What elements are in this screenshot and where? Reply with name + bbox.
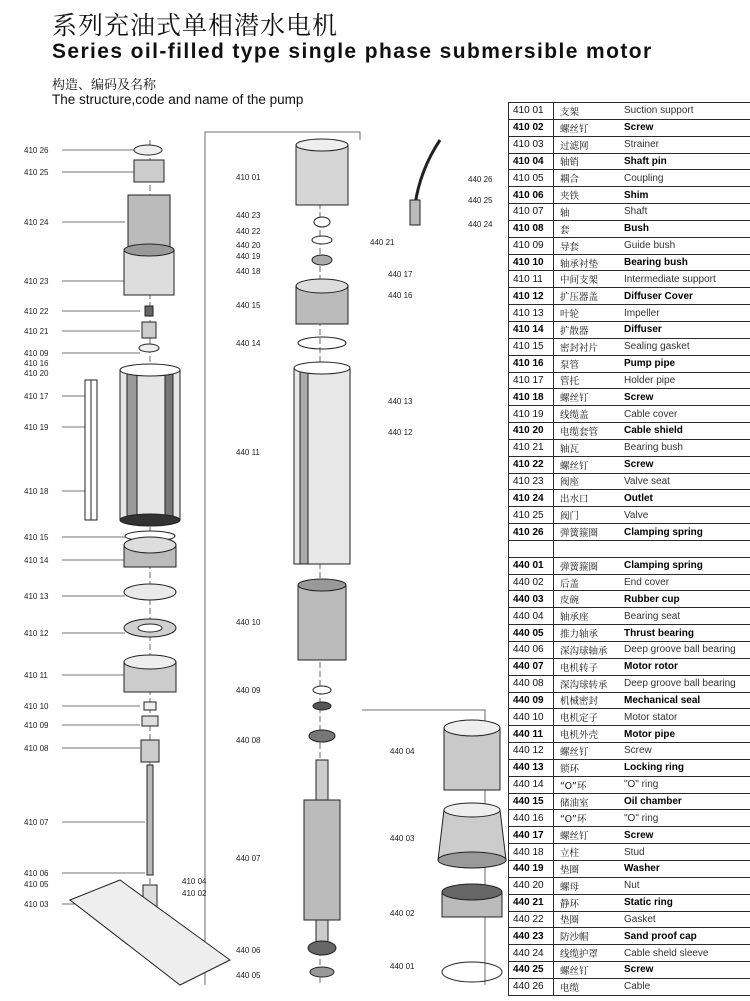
part-name-cn: 机械密封 xyxy=(554,692,623,709)
title-english: Series oil-filled type single phase submersible motor xyxy=(52,40,653,63)
part-name-cn: 电机定子 xyxy=(554,709,623,726)
parts-row xyxy=(509,928,750,945)
part-code: 410 07 xyxy=(509,204,554,221)
part-name-cn: 夹铁 xyxy=(554,187,623,204)
part-code: 440 11 xyxy=(509,726,554,743)
parts-row xyxy=(509,507,750,524)
callout-41012: 410 12 xyxy=(24,629,49,638)
part-code: 410 03 xyxy=(509,136,554,153)
part-name-cn: 线缆盖 xyxy=(554,406,623,423)
part-name-cn: 管托 xyxy=(554,372,623,389)
parts-row xyxy=(509,187,750,204)
part-name-cn: 轴瓦 xyxy=(554,439,623,456)
callout-41020: 410 20 xyxy=(24,369,49,378)
callout-44003: 440 03 xyxy=(390,834,415,843)
parts-row xyxy=(509,557,750,574)
parts-row xyxy=(509,877,750,894)
callout-44010: 440 10 xyxy=(236,618,261,627)
part-code: 440 22 xyxy=(509,911,554,928)
part-code: 440 10 xyxy=(509,709,554,726)
part-name-en: Nut xyxy=(622,877,750,894)
part-name-en: Sealing gasket xyxy=(622,338,750,355)
part-name-en: Washer xyxy=(622,860,750,877)
part-name-en: Deep groove ball bearing xyxy=(622,642,750,659)
part-code: 440 13 xyxy=(509,759,554,776)
part-name-en: Shaft xyxy=(622,204,750,221)
part-code: 410 18 xyxy=(509,389,554,406)
parts-row xyxy=(509,406,750,423)
part-code: 440 14 xyxy=(509,776,554,793)
part-name-en: Diffuser Cover xyxy=(622,288,750,305)
part-name-cn: 弹簧箍圈 xyxy=(554,524,623,541)
parts-row xyxy=(509,254,750,271)
part-code: 410 21 xyxy=(509,439,554,456)
part-code: 440 04 xyxy=(509,608,554,625)
parts-row xyxy=(509,153,750,170)
part-name-cn: 推力轴承 xyxy=(554,625,623,642)
callout-41024: 410 24 xyxy=(24,218,49,227)
part-name-en: Clamping spring xyxy=(622,557,750,574)
part-code xyxy=(509,540,554,557)
part-name-en: Cable cover xyxy=(622,406,750,423)
part-code: 440 23 xyxy=(509,928,554,945)
callout-41013: 410 13 xyxy=(24,592,49,601)
parts-row xyxy=(509,524,750,541)
parts-list-table xyxy=(508,102,750,996)
parts-row xyxy=(509,978,750,995)
part-name-cn: 螺丝钉 xyxy=(554,456,623,473)
part-name-en: Sand proof cap xyxy=(622,928,750,945)
part-code: 410 10 xyxy=(509,254,554,271)
part-name-cn: 导套 xyxy=(554,237,623,254)
part-name-cn: 深沟球转承 xyxy=(554,675,623,692)
part-name-en: Holder pipe xyxy=(622,372,750,389)
part-name-en: Cable shield xyxy=(622,423,750,440)
part-name-cn: 轴承衬垫 xyxy=(554,254,623,271)
part-code: 410 16 xyxy=(509,355,554,372)
part-code: 440 09 xyxy=(509,692,554,709)
part-name-en: Stud xyxy=(622,844,750,861)
part-code: 440 02 xyxy=(509,574,554,591)
part-name-cn: 深沟球轴承 xyxy=(554,642,623,659)
parts-row xyxy=(509,456,750,473)
part-name-en: Shim xyxy=(622,187,750,204)
part-code: 410 04 xyxy=(509,153,554,170)
part-name-en: Locking ring xyxy=(622,759,750,776)
parts-row xyxy=(509,793,750,810)
part-name-cn: 电机转子 xyxy=(554,658,623,675)
callout-41016: 410 16 xyxy=(24,359,49,368)
part-name-en: Motor rotor xyxy=(622,658,750,675)
parts-row xyxy=(509,827,750,844)
callout-44005: 440 05 xyxy=(236,971,261,980)
parts-row xyxy=(509,776,750,793)
part-name-en: Gasket xyxy=(622,911,750,928)
part-name-cn: 轴 xyxy=(554,204,623,221)
part-name-en: Bush xyxy=(622,220,750,237)
part-name-en: Impeller xyxy=(622,305,750,322)
part-code: 410 23 xyxy=(509,473,554,490)
part-name-en: Pump pipe xyxy=(622,355,750,372)
parts-row xyxy=(509,389,750,406)
callout-41006: 410 06 xyxy=(24,869,49,878)
part-name-en: Diffuser xyxy=(622,321,750,338)
part-name-cn: 扩散器 xyxy=(554,321,623,338)
part-name-cn: 阀门 xyxy=(554,507,623,524)
callout-41005: 410 05 xyxy=(24,880,49,889)
part-name-en: Motor stator xyxy=(622,709,750,726)
parts-row xyxy=(509,844,750,861)
part-name-cn: 立柱 xyxy=(554,844,623,861)
parts-row xyxy=(509,288,750,305)
parts-row xyxy=(509,709,750,726)
part-name-en: Coupling xyxy=(622,170,750,187)
part-name-cn: 后盖 xyxy=(554,574,623,591)
part-name-cn: 扩压器盖 xyxy=(554,288,623,305)
part-name-en: Screw xyxy=(622,119,750,136)
part-name-en: Strainer xyxy=(622,136,750,153)
part-name-cn: 中间支架 xyxy=(554,271,623,288)
part-code: 410 19 xyxy=(509,406,554,423)
callout-41019: 410 19 xyxy=(24,423,49,432)
part-code: 440 21 xyxy=(509,894,554,911)
part-name-cn: 密封衬片 xyxy=(554,338,623,355)
parts-row xyxy=(509,810,750,827)
callout-44014: 440 14 xyxy=(236,339,261,348)
part-name-en: Deep groove ball bearing xyxy=(622,675,750,692)
part-name-en: Screw xyxy=(622,962,750,979)
part-code: 440 05 xyxy=(509,625,554,642)
part-name-cn: 叶轮 xyxy=(554,305,623,322)
part-code: 440 01 xyxy=(509,557,554,574)
parts-row xyxy=(509,642,750,659)
callout-41022: 410 22 xyxy=(24,307,49,316)
part-name-en: End cover xyxy=(622,574,750,591)
part-code: 440 06 xyxy=(509,642,554,659)
part-code: 440 20 xyxy=(509,877,554,894)
callout-41004: 410 04 xyxy=(182,877,207,886)
callout-41011: 410 11 xyxy=(24,671,48,680)
part-name-en: Outlet xyxy=(622,490,750,507)
part-code: 410 02 xyxy=(509,119,554,136)
subtitle-chinese: 构造、编码及名称 xyxy=(52,78,157,93)
part-code: 410 25 xyxy=(509,507,554,524)
part-code: 410 12 xyxy=(509,288,554,305)
part-code: 440 25 xyxy=(509,962,554,979)
callout-44008: 440 08 xyxy=(236,736,261,745)
part-name-cn: 电缆 xyxy=(554,978,623,995)
parts-row xyxy=(509,372,750,389)
part-code: 410 11 xyxy=(509,271,554,288)
callout-41008: 410 08 xyxy=(24,744,49,753)
callout-41025: 410 25 xyxy=(24,168,49,177)
callout-41015: 410 15 xyxy=(24,533,49,542)
part-code: 410 08 xyxy=(509,220,554,237)
parts-row xyxy=(509,355,750,372)
part-name-en: Cable xyxy=(622,978,750,995)
parts-row xyxy=(509,338,750,355)
parts-row xyxy=(509,962,750,979)
part-code: 410 15 xyxy=(509,338,554,355)
part-code: 410 06 xyxy=(509,187,554,204)
part-code: 440 18 xyxy=(509,844,554,861)
callout-41003: 410 03 xyxy=(24,900,49,909)
part-name-cn: “O”环 xyxy=(554,810,623,827)
part-name-cn: 螺丝钉 xyxy=(554,389,623,406)
part-code: 440 26 xyxy=(509,978,554,995)
part-name-en: Bearing seat xyxy=(622,608,750,625)
callout-44006: 440 06 xyxy=(236,946,261,955)
parts-row xyxy=(509,271,750,288)
callout-41014: 410 14 xyxy=(24,556,49,565)
part-name-cn: 轴销 xyxy=(554,153,623,170)
parts-row xyxy=(509,911,750,928)
part-name-cn: 螺丝钉 xyxy=(554,743,623,760)
callout-44025: 440 25 xyxy=(468,196,493,205)
callout-44001: 440 01 xyxy=(390,962,415,971)
part-name-cn: 轴承座 xyxy=(554,608,623,625)
part-name-cn: 皮碗 xyxy=(554,591,623,608)
callout-44019: 440 19 xyxy=(236,252,261,261)
parts-row xyxy=(509,119,750,136)
parts-row xyxy=(509,675,750,692)
part-code: 410 17 xyxy=(509,372,554,389)
part-name-cn: 阀座 xyxy=(554,473,623,490)
part-name-en: Screw xyxy=(622,456,750,473)
part-name-cn: 泵管 xyxy=(554,355,623,372)
callout-44011: 440 11 xyxy=(236,448,260,457)
parts-row xyxy=(509,237,750,254)
part-name-en: Cable sheld sleeve xyxy=(622,945,750,962)
callout-41021: 410 21 xyxy=(24,327,49,336)
part-code: 440 16 xyxy=(509,810,554,827)
parts-row xyxy=(509,726,750,743)
part-name-cn: 螺丝钉 xyxy=(554,827,623,844)
part-code: 440 17 xyxy=(509,827,554,844)
callout-41007: 410 07 xyxy=(24,818,49,827)
parts-row xyxy=(509,574,750,591)
callout-41009b: 410 09 xyxy=(24,721,49,730)
part-name-cn: 螺丝钉 xyxy=(554,962,623,979)
part-name-cn: 线缆护罩 xyxy=(554,945,623,962)
part-name-cn xyxy=(554,540,623,557)
parts-row xyxy=(509,423,750,440)
callout-44013: 440 13 xyxy=(388,397,413,406)
part-name-cn: 电缆套管 xyxy=(554,423,623,440)
part-code: 410 05 xyxy=(509,170,554,187)
part-name-en: Screw xyxy=(622,743,750,760)
parts-row xyxy=(509,945,750,962)
callout-44026: 440 26 xyxy=(468,175,493,184)
callout-44023: 440 23 xyxy=(236,211,261,220)
part-name-en: Guide bush xyxy=(622,237,750,254)
part-name-cn: 过滤网 xyxy=(554,136,623,153)
callout-41017: 410 17 xyxy=(24,392,49,401)
callout-44018: 440 18 xyxy=(236,267,261,276)
callout-41010: 410 10 xyxy=(24,702,49,711)
part-name-en: Bearing bush xyxy=(622,439,750,456)
part-code: 440 03 xyxy=(509,591,554,608)
parts-row xyxy=(509,473,750,490)
parts-row xyxy=(509,692,750,709)
callout-44012: 440 12 xyxy=(388,428,413,437)
callout-44022: 440 22 xyxy=(236,227,261,236)
parts-row xyxy=(509,759,750,776)
parts-row xyxy=(509,321,750,338)
part-name-en: Suction support xyxy=(622,103,750,120)
part-name-en: Thrust bearing xyxy=(622,625,750,642)
part-name-en: "O" ring xyxy=(622,776,750,793)
part-name-en: Oil chamber xyxy=(622,793,750,810)
parts-row xyxy=(509,860,750,877)
part-code: 410 14 xyxy=(509,321,554,338)
parts-row xyxy=(509,608,750,625)
part-code: 410 01 xyxy=(509,103,554,120)
parts-row xyxy=(509,540,750,557)
callout-41018: 410 18 xyxy=(24,487,49,496)
parts-row xyxy=(509,658,750,675)
parts-row xyxy=(509,170,750,187)
parts-row xyxy=(509,136,750,153)
part-name-en: Bearing bush xyxy=(622,254,750,271)
parts-row xyxy=(509,490,750,507)
title-chinese: 系列充油式单相潜水电机 xyxy=(52,11,339,40)
part-code: 440 15 xyxy=(509,793,554,810)
parts-row xyxy=(509,220,750,237)
callout-44016: 440 16 xyxy=(388,291,413,300)
subtitle-english: The structure,code and name of the pump xyxy=(52,92,304,107)
callout-41001: 410 01 xyxy=(236,173,261,182)
part-code: 440 08 xyxy=(509,675,554,692)
part-name-en: Valve xyxy=(622,507,750,524)
callout-44015: 440 15 xyxy=(236,301,261,310)
part-name-cn: 套 xyxy=(554,220,623,237)
callout-44007: 440 07 xyxy=(236,854,261,863)
part-name-cn: 耦合 xyxy=(554,170,623,187)
part-name-en: Screw xyxy=(622,827,750,844)
callout-41026: 410 26 xyxy=(24,146,49,155)
part-name-en: Shaft pin xyxy=(622,153,750,170)
part-name-en: Clamping spring xyxy=(622,524,750,541)
parts-row xyxy=(509,103,750,120)
part-name-cn: 螺丝钉 xyxy=(554,119,623,136)
parts-row xyxy=(509,591,750,608)
callout-44021: 440 21 xyxy=(370,238,395,247)
part-name-cn: 静环 xyxy=(554,894,623,911)
callout-44024: 440 24 xyxy=(468,220,493,229)
callout-44020: 440 20 xyxy=(236,241,261,250)
part-name-cn: 出水口 xyxy=(554,490,623,507)
parts-row xyxy=(509,743,750,760)
callout-41009: 410 09 xyxy=(24,349,49,358)
part-name-cn: “O”环 xyxy=(554,776,623,793)
part-name-cn: 垫圈 xyxy=(554,911,623,928)
part-code: 410 24 xyxy=(509,490,554,507)
part-code: 410 20 xyxy=(509,423,554,440)
part-name-en: Screw xyxy=(622,389,750,406)
part-name-cn: 支架 xyxy=(554,103,623,120)
part-code: 410 22 xyxy=(509,456,554,473)
part-name-cn: 垫圈 xyxy=(554,860,623,877)
callout-44004: 440 04 xyxy=(390,747,415,756)
part-code: 440 12 xyxy=(509,743,554,760)
part-name-cn: 螺母 xyxy=(554,877,623,894)
callout-41023: 410 23 xyxy=(24,277,49,286)
part-name-cn: 电机外壳 xyxy=(554,726,623,743)
parts-row xyxy=(509,439,750,456)
part-code: 440 24 xyxy=(509,945,554,962)
parts-row xyxy=(509,204,750,221)
part-name-en: Valve seat xyxy=(622,473,750,490)
parts-row xyxy=(509,625,750,642)
part-name-en: Static ring xyxy=(622,894,750,911)
part-name-cn: 锁环 xyxy=(554,759,623,776)
part-name-en xyxy=(622,540,750,557)
part-name-en: Rubber cup xyxy=(622,591,750,608)
part-code: 440 19 xyxy=(509,860,554,877)
part-name-en: Motor pipe xyxy=(622,726,750,743)
callout-44009: 440 09 xyxy=(236,686,261,695)
part-name-en: Mechanical seal xyxy=(622,692,750,709)
part-code: 440 07 xyxy=(509,658,554,675)
callout-41002: 410 02 xyxy=(182,889,207,898)
part-name-en: Intermediate support xyxy=(622,271,750,288)
part-name-cn: 储油室 xyxy=(554,793,623,810)
callout-44017: 440 17 xyxy=(388,270,413,279)
part-code: 410 13 xyxy=(509,305,554,322)
parts-row xyxy=(509,894,750,911)
part-name-en: "O" ring xyxy=(622,810,750,827)
part-name-cn: 弹簧箍圈 xyxy=(554,557,623,574)
parts-row xyxy=(509,305,750,322)
part-code: 410 26 xyxy=(509,524,554,541)
callout-44002: 440 02 xyxy=(390,909,415,918)
part-name-cn: 防沙帽 xyxy=(554,928,623,945)
part-code: 410 09 xyxy=(509,237,554,254)
